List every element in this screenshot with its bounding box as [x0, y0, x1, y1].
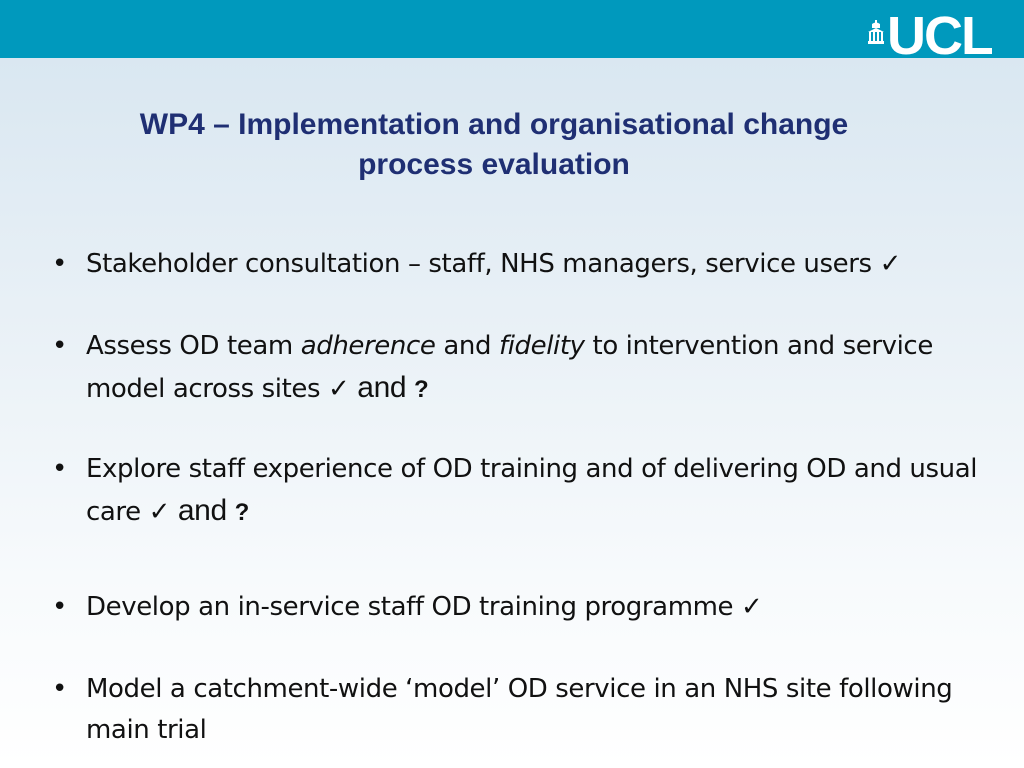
and-word: and — [357, 371, 407, 404]
checkmark-icon: ✓ — [879, 249, 901, 279]
question-mark: ? — [234, 499, 249, 526]
bullet-text-part-3: to intervention and service model across sites — [86, 331, 933, 404]
title-line-1: WP4 – Implementation and organisational change — [139, 108, 849, 141]
bullet-content — [86, 587, 987, 628]
bullet-item-assess-od-team — [52, 326, 987, 410]
bullet-text: Explore staff experience of OD training and of delivering OD and usual care — [86, 454, 978, 527]
checkmark-icon: ✓ — [741, 592, 763, 622]
bullet-item-model-od-service — [52, 669, 987, 751]
bullet-dot: • — [52, 674, 67, 704]
bullet-text-part-1: Assess OD team — [86, 331, 301, 361]
bullet-dot: • — [52, 249, 67, 279]
bullet-content — [86, 244, 987, 285]
bullet-content — [86, 449, 987, 533]
bullet-content — [86, 326, 987, 410]
bullet-text: Model a catchment-wide ‘model’ OD service in an NHS site following main trial — [86, 674, 953, 745]
bullet-item-develop-training — [52, 587, 987, 628]
bullet-content — [86, 669, 987, 751]
checkmark-icon: ✓ — [148, 497, 171, 527]
question-mark: ? — [414, 376, 429, 403]
bullet-text: Stakeholder consultation – staff, NHS managers, service users — [86, 249, 872, 279]
logo-text: UCL — [887, 14, 992, 58]
bullet-item-stakeholder-consultation — [52, 244, 987, 285]
and-word: and — [177, 494, 227, 527]
bullet-item-explore-staff-experience — [52, 449, 987, 533]
bullet-dot: • — [52, 454, 67, 484]
bullet-text: Develop an in-service staff OD training programme — [86, 592, 734, 622]
emphasis-fidelity: fidelity — [498, 331, 585, 361]
title-line-2: process evaluation — [358, 148, 630, 181]
checkmark-icon: ✓ — [328, 374, 350, 404]
bullet-dot: • — [52, 592, 67, 622]
bullet-text-part-2: and — [435, 331, 499, 361]
emphasis-adherence: adherence — [300, 331, 436, 361]
bullet-dot: • — [52, 331, 67, 361]
